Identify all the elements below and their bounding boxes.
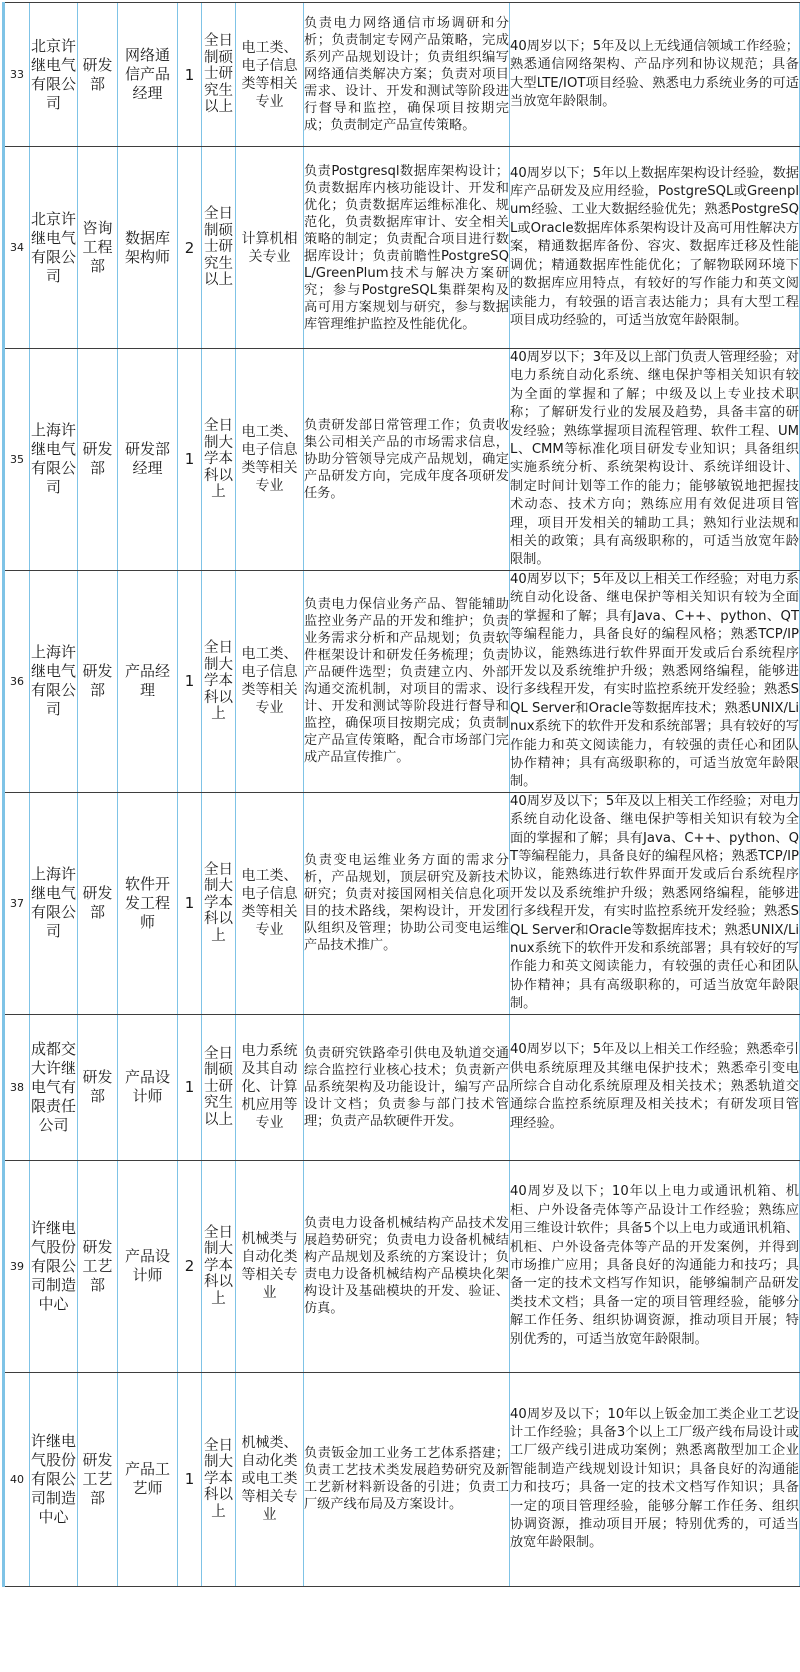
education-cell: 全日制硕士研究生以上 [202,1014,236,1160]
duties-cell: 负责电力保信业务产品、智能辅助监控业务产品的开发和维护；负责业务需求分析和产品规划；负责软件框架设计和研发任务梳理；负责产品硬件选型；负责建立内、外部沟通交流机制，对项目的需求、设计、开发和测试等阶段进行督导和监控，确保项目按期完成；负责制定产品宣传策略，配合市场部门完成产品宣传推广。 [304,570,510,792]
table-row [4,792,800,1014]
position-cell: 研发部经理 [118,349,178,571]
row-number: 35 [4,349,30,571]
table-row [4,570,800,792]
department-cell: 研发工艺部 [78,1372,118,1586]
education-cell: 全日制大学本科以上 [202,792,236,1014]
row-number: 38 [4,1014,30,1160]
headcount-cell: 1 [178,3,202,147]
department-cell: 研发部 [78,3,118,147]
duties-cell: 负责研究铁路牵引供电及轨道交通综合监控行业核心技术；负责新产品系统架构及功能设计，编写产品设计文档；负责参与部门技术管理；负责产品软硬件开发。 [304,1014,510,1160]
requirements-cell: 40周岁以下；5年以上数据库架构设计经验，数据库产品研发及应用经验，PostgreSQL或Greenplum经验、工业大数据经验优先；熟悉PostgreSQL或Oracle数据库体系架构设计及高可用性解决方案，精通数据库备份、容灾、数据库迁移及性能调优；精通数据库性能优化；了解物联网环境下的数据库应用特点，有较好的写作能力和英文阅读能力，有较强的语言表达能力；具有大型工程项目成功经验的，可适当放宽年龄限制。 [510,147,800,349]
major-cell: 机械类与自动化类等相关专业 [236,1160,304,1372]
requirements-cell: 40周岁及以下；5年及以上相关工作经验；对电力系统自动化设备、继电保护等相关知识有较为全面的掌握和了解；具有Java、C++、python、QT等编程能力，具备良好的编程风格；熟悉TCP/IP协议，能熟练进行软件界面开发或后台系统程序开发以及系统维护升级；熟悉网络编程，能够进行多线程开发，有实时监控系统开发经验；熟悉SQL Server和Oracle等数据库技术；熟悉UNIX/Linux系统下的软件开发和系统部署；具有较好的写作能力和英文阅读能力，有较强的责任心和团队协作精神；具有高级职称的，可适当放宽年龄限制。 [510,792,800,1014]
position-cell: 产品设计师 [118,1160,178,1372]
education-cell: 全日制大学本科以上 [202,1160,236,1372]
position-cell: 产品工艺师 [118,1372,178,1586]
requirements-cell: 40周岁及以下；10年以上钣金加工类企业工艺设计工作经验；具备3个以上工厂级产线布局设计或工厂级产线引进成功案例；熟悉离散型加工企业智能制造产线规划设计知识；具备良好的沟通能力和技巧；具备一定的技术文档写作知识；具备一定的项目管理经验，能够分解工作任务、组织协调资源，推动项目开展；特别优秀的，可适当放宽年龄限制。 [510,1372,800,1586]
department-cell: 咨询工程部 [78,147,118,349]
row-number: 40 [4,1372,30,1586]
headcount-cell: 2 [178,1160,202,1372]
headcount-cell: 1 [178,1014,202,1160]
department-cell: 研发部 [78,570,118,792]
position-cell: 数据库架构师 [118,147,178,349]
table-body [4,3,800,1587]
department-cell: 研发部 [78,792,118,1014]
company-cell: 北京许继电气有限公司 [30,3,78,147]
company-cell: 许继电气股份有限公司制造中心 [30,1372,78,1586]
major-cell: 电工类、电子信息类等相关专业 [236,792,304,1014]
department-cell: 研发工艺部 [78,1160,118,1372]
headcount-cell: 1 [178,1372,202,1586]
row-number: 33 [4,3,30,147]
education-cell: 全日制大学本科以上 [202,1372,236,1586]
requirements-cell: 40周岁以下；3年及以上部门负责人管理经验；对电力系统自动化系统、继电保护等相关知识有较为全面的掌握和了解；中级及以上专业技术职称；了解研发行业的发展及趋势，具备丰富的研发经验；熟练掌握项目流程管理、软件工程、UML、CMM等标准化项目研发专业知识；具备组织实施系统分析、系统架构设计、系统详细设计、制定时间计划等工作的能力；能够敏锐地把握技术动态、技术方向；熟练应用有效促进项目管理，项目开发相关的辅助工具；熟知行业法规和相关的政策；具有高级职称的，可适当放宽年龄限制。 [510,349,800,571]
duties-cell: 负责钣金加工业务工艺体系搭建；负责工艺技术类发展趋势研究及新工艺新材料新设备的引进；负责工厂级产线布局及方案设计。 [304,1372,510,1586]
requirements-cell: 40周岁以下；5年及以上相关工作经验；熟悉牵引供电系统原理及其继电保护技术；熟悉牵引变电所综合自动化系统原理及相关技术；熟悉轨道交通综合监控系统原理及相关技术；有研发项目管理经验。 [510,1014,800,1160]
duties-cell: 负责变电运维业务方面的需求分析，产品规划，顶层研究及新技术研究；负责对接国网相关信息化项目的技术路线，架构设计，开发团队组织及管理；协助公司变电运维产品技术推广。 [304,792,510,1014]
table-row [4,349,800,571]
department-cell: 研发部 [78,349,118,571]
major-cell: 计算机相关专业 [236,147,304,349]
headcount-cell: 2 [178,147,202,349]
company-cell: 北京许继电气有限公司 [30,147,78,349]
job-positions-table [2,2,800,1587]
table-row [4,147,800,349]
major-cell: 电工类、电子信息类等相关专业 [236,570,304,792]
position-cell: 软件开发工程师 [118,792,178,1014]
row-number: 34 [4,147,30,349]
row-number: 37 [4,792,30,1014]
company-cell: 许继电气股份有限公司制造中心 [30,1160,78,1372]
education-cell: 全日制大学本科以上 [202,570,236,792]
education-cell: 全日制硕士研究生以上 [202,3,236,147]
company-cell: 上海许继电气有限公司 [30,792,78,1014]
row-number: 39 [4,1160,30,1372]
duties-cell: 负责Postgresql数据库架构设计；负责数据库内核功能设计、开发和优化；负责数据库运维标准化、规范化，负责数据库审计、安全相关策略的制定；负责配合项目进行数据库设计；负责前瞻性PostgreSQL/GreenPlum技术与解决方案研究；参与PostgreSQL集群架构及高可用方案规划与研究，参与数据库管理维护监控及性能优化。 [304,147,510,349]
major-cell: 电工类、电子信息类等相关专业 [236,349,304,571]
table-row [4,1160,800,1372]
headcount-cell: 1 [178,349,202,571]
row-number: 36 [4,570,30,792]
table-row [4,1014,800,1160]
position-cell: 网络通信产品经理 [118,3,178,147]
headcount-cell: 1 [178,792,202,1014]
education-cell: 全日制硕士研究生以上 [202,147,236,349]
position-cell: 产品经理 [118,570,178,792]
table-row [4,1372,800,1586]
requirements-cell: 40周岁以下；5年及以上无线通信领域工作经验；熟悉通信网络架构、产品序列和协议规范；具备大型LTE/IOT项目经验、熟悉电力系统业务的可适当放宽年龄限制。 [510,3,800,147]
duties-cell: 负责电力网络通信市场调研和分析；负责制定专网产品策略，完成系列产品规划设计；负责组织编写网络通信类解决方案；负责对项目需求、设计、开发和测试等阶段进行督导和监控，确保项目按期完成；负责制定产品宣传策略。 [304,3,510,147]
requirements-cell: 40周岁以下；5年及以上相关工作经验；对电力系统自动化设备、继电保护等相关知识有较为全面的掌握和了解；具有Java、C++、python、QT等编程能力，具备良好的编程风格；熟悉TCP/IP协议，能熟练进行软件界面开发或后台系统程序开发以及系统维护升级；熟悉网络编程，能够进行多线程开发，有实时监控系统开发经验；熟悉SQL Server和Oracle等数据库技术；熟悉UNIX/Linux系统下的软件开发和系统部署；具有较好的写作能力和英文阅读能力，有较强的责任心和团队协作精神；具有高级职称的，可适当放宽年龄限制。 [510,570,800,792]
requirements-cell: 40周岁及以下；10年以上电力或通讯机箱、机柜、户外设备壳体等产品设计工作经验；熟练应用三维设计软件；具备5个以上电力或通讯机箱、机柜、户外设备壳体等产品的开发案例，并得到市场推广应用；具备良好的沟通能力和技巧；具备一定的技术文档写作知识，能够编制产品研发类技术文档；具备一定的项目管理经验，能够分解工作任务、组织协调资源，推动项目开展；特别优秀的，可适当放宽年龄限制。 [510,1160,800,1372]
duties-cell: 负责研发部日常管理工作；负责收集公司相关产品的市场需求信息，协助分管领导完成产品规划，确定产品研发方向，完成年度各项研发任务。 [304,349,510,571]
company-cell: 上海许继电气有限公司 [30,570,78,792]
table-row [4,3,800,147]
company-cell: 上海许继电气有限公司 [30,349,78,571]
education-cell: 全日制大学本科以上 [202,349,236,571]
duties-cell: 负责电力设备机械结构产品技术发展趋势研究；负责电力设备机械结构产品规划及系统的方案设计；负责电力设备机械结构产品模块化架构设计及基础模块的开发、验证、仿真。 [304,1160,510,1372]
major-cell: 机械类、自动化类或电工类等相关专业 [236,1372,304,1586]
major-cell: 电工类、电子信息类等相关专业 [236,3,304,147]
department-cell: 研发部 [78,1014,118,1160]
position-cell: 产品设计师 [118,1014,178,1160]
company-cell: 成都交大许继电气有限责任公司 [30,1014,78,1160]
headcount-cell: 1 [178,570,202,792]
major-cell: 电力系统及其自动化、计算机应用等专业 [236,1014,304,1160]
